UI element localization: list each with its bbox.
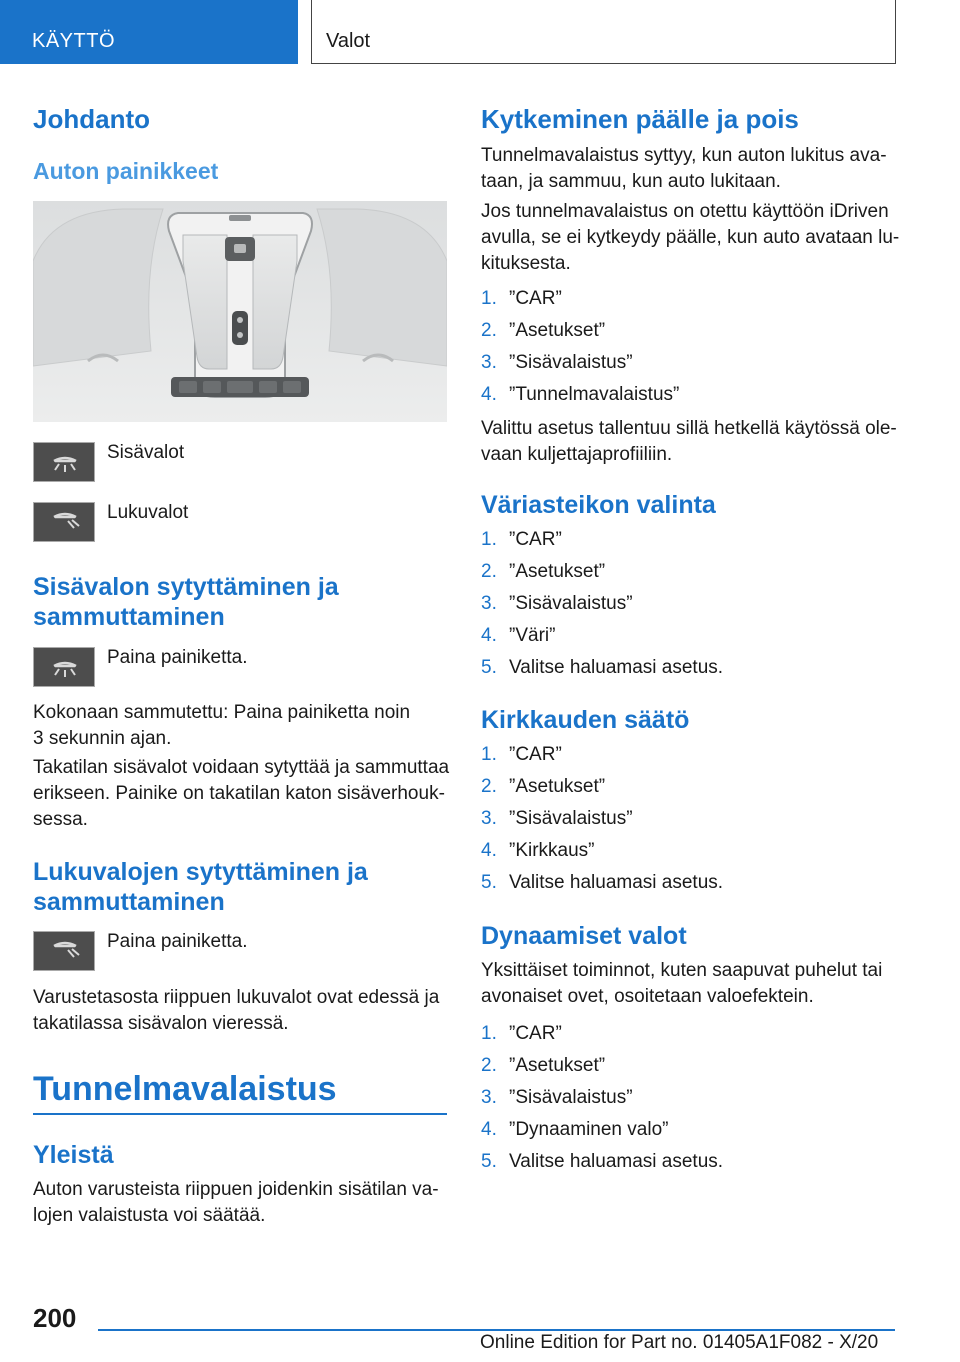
chapter-box — [311, 0, 896, 64]
text-line: avonaiset ovet, osoitetaan valoefektein. — [481, 986, 814, 1007]
list-number: 3. — [481, 808, 497, 829]
list-number: 4. — [481, 625, 497, 646]
reading-light-icon — [33, 931, 95, 971]
list-number: 2. — [481, 776, 497, 797]
heading-lukuvalo-line2: sammuttaminen — [33, 888, 225, 916]
text-line: Tunnelmavalaistus syttyy, kun auton lukitus ava‐ — [481, 145, 887, 166]
list-item: ”Dynaaminen valo” — [509, 1119, 669, 1140]
reading-light-icon — [33, 502, 95, 542]
list-number: 5. — [481, 1151, 497, 1172]
heading-lukuvalo-line1: Lukuvalojen sytyttäminen ja — [33, 858, 368, 886]
list-number: 4. — [481, 840, 497, 861]
text-line: avulla, se ei kytkeydy päälle, kun auto avataan lu‐ — [481, 227, 900, 248]
paragraph-yleista — [33, 1177, 439, 1229]
list-item: ”CAR” — [509, 288, 562, 309]
list-item: ”Tunnelmavalaistus” — [509, 384, 680, 405]
text-line: vaan kuljettajaprofiiliin. — [481, 444, 673, 465]
list-item: ”Väri” — [509, 625, 556, 646]
list-number: 4. — [481, 1119, 497, 1140]
list-item: ”Asetukset” — [509, 320, 606, 341]
roof-console-photo — [33, 201, 447, 422]
list-item: ”CAR” — [509, 744, 562, 765]
text-line: Takatilan sisävalot voidaan sytyttää ja sammuttaa — [33, 757, 450, 778]
list-item: ”Sisävalaistus” — [509, 1087, 633, 1108]
list-number: 3. — [481, 593, 497, 614]
paragraph-varustetaso — [33, 985, 439, 1037]
list-number: 2. — [481, 561, 497, 582]
list-item: ”Kirkkaus” — [509, 840, 595, 861]
text-line: takatilassa sisävalon vieressä. — [33, 1013, 289, 1034]
list-number: 1. — [481, 1023, 497, 1044]
list-item: ”Asetukset” — [509, 1055, 606, 1076]
text-line: sessa. — [33, 809, 88, 830]
roof-console-illustration — [33, 201, 447, 422]
section-divider — [33, 1113, 447, 1115]
lukuvalo-instruction: Paina painiketta. — [107, 931, 248, 952]
list-number: 1. — [481, 288, 497, 309]
list-item: ”Sisävalaistus” — [509, 808, 633, 829]
text-line: Yksittäiset toiminnot, kuten saapuvat puhelut tai — [481, 960, 883, 981]
text-line: taan, ja sammuu, kun auto lukitaan. — [481, 171, 781, 192]
heading-tunnelmavalaistus: Tunnelmavalaistus — [33, 1070, 337, 1108]
heading-auton-painikkeet: Auton painikkeet — [33, 158, 219, 184]
section-tab — [0, 0, 298, 64]
text-line: Valittu asetus tallentuu sillä hetkellä käytössä ole‐ — [481, 418, 897, 439]
paragraph-kytkeminen — [481, 143, 887, 195]
icon-label-sisavalot: Sisävalot — [107, 442, 185, 463]
heading-sisavalo-line2: sammuttaminen — [33, 603, 225, 631]
list-item: ”Asetukset” — [509, 561, 606, 582]
heading-kirkkaus: Kirkkauden säätö — [481, 706, 690, 734]
interior-light-icon — [33, 647, 95, 687]
heading-johdanto: Johdanto — [33, 104, 150, 134]
heading-yleista: Yleistä — [33, 1141, 114, 1169]
text-line: Varustetasosta riippuen lukuvalot ovat edessä ja — [33, 987, 440, 1008]
list-number: 4. — [481, 384, 497, 405]
list-item: ”CAR” — [509, 529, 562, 550]
text-line: Kokonaan sammutettu: Paina painiketta noin — [33, 702, 411, 723]
edition-note: Online Edition for Part no. 01405A1F082 - X/20 — [480, 1332, 879, 1353]
list-item: ”Sisävalaistus” — [509, 593, 633, 614]
paragraph-sammutettu — [33, 700, 410, 752]
list-number: 3. — [481, 1087, 497, 1108]
heading-sisavalo-line1: Sisävalon sytyttäminen ja — [33, 573, 339, 601]
list-number: 5. — [481, 872, 497, 893]
paragraph-takatila — [33, 755, 449, 833]
list-number: 1. — [481, 744, 497, 765]
interior-light-icon — [33, 442, 95, 482]
heading-dynaamiset: Dynaamiset valot — [481, 922, 687, 950]
text-line: lojen valaistusta voi säätää. — [33, 1205, 266, 1226]
list-number: 3. — [481, 352, 497, 373]
list-item: ”CAR” — [509, 1023, 562, 1044]
list-number: 2. — [481, 1055, 497, 1076]
list-item: ”Asetukset” — [509, 776, 606, 797]
text-line: 3 sekunnin ajan. — [33, 728, 172, 749]
list-item: Valitse haluamasi asetus. — [509, 657, 724, 678]
paragraph-tallentuu — [481, 416, 897, 468]
list-item: ”Sisävalaistus” — [509, 352, 633, 373]
heading-vari: Väriasteikon valinta — [481, 491, 716, 519]
list-number: 2. — [481, 320, 497, 341]
section-title: KÄYTTÖ — [32, 30, 116, 52]
page-number: 200 — [33, 1303, 77, 1333]
heading-sisavalo — [33, 572, 339, 632]
list-item: Valitse haluamasi asetus. — [509, 1151, 724, 1172]
chapter-title: Valot — [326, 30, 371, 52]
text-line: Jos tunnelmavalaistus on otettu käyttöön iDriven — [481, 201, 889, 222]
footer-divider — [98, 1329, 895, 1331]
list-number: 1. — [481, 529, 497, 550]
heading-lukuvalo — [33, 857, 368, 917]
paragraph-dynaamiset — [481, 958, 882, 1010]
text-line: erikseen. Painike on takatilan katon sisäverhouk‐ — [33, 783, 445, 804]
text-line: Auton varusteista riippuen joidenkin sisätilan va‐ — [33, 1179, 439, 1200]
list-number: 5. — [481, 657, 497, 678]
paragraph-idrive — [481, 199, 899, 277]
heading-kytkeminen: Kytkeminen päälle ja pois — [481, 104, 799, 134]
sisavalo-instruction: Paina painiketta. — [107, 647, 248, 668]
icon-label-lukuvalot: Lukuvalot — [107, 502, 189, 523]
text-line: kituksesta. — [481, 253, 571, 274]
list-item: Valitse haluamasi asetus. — [509, 872, 724, 893]
